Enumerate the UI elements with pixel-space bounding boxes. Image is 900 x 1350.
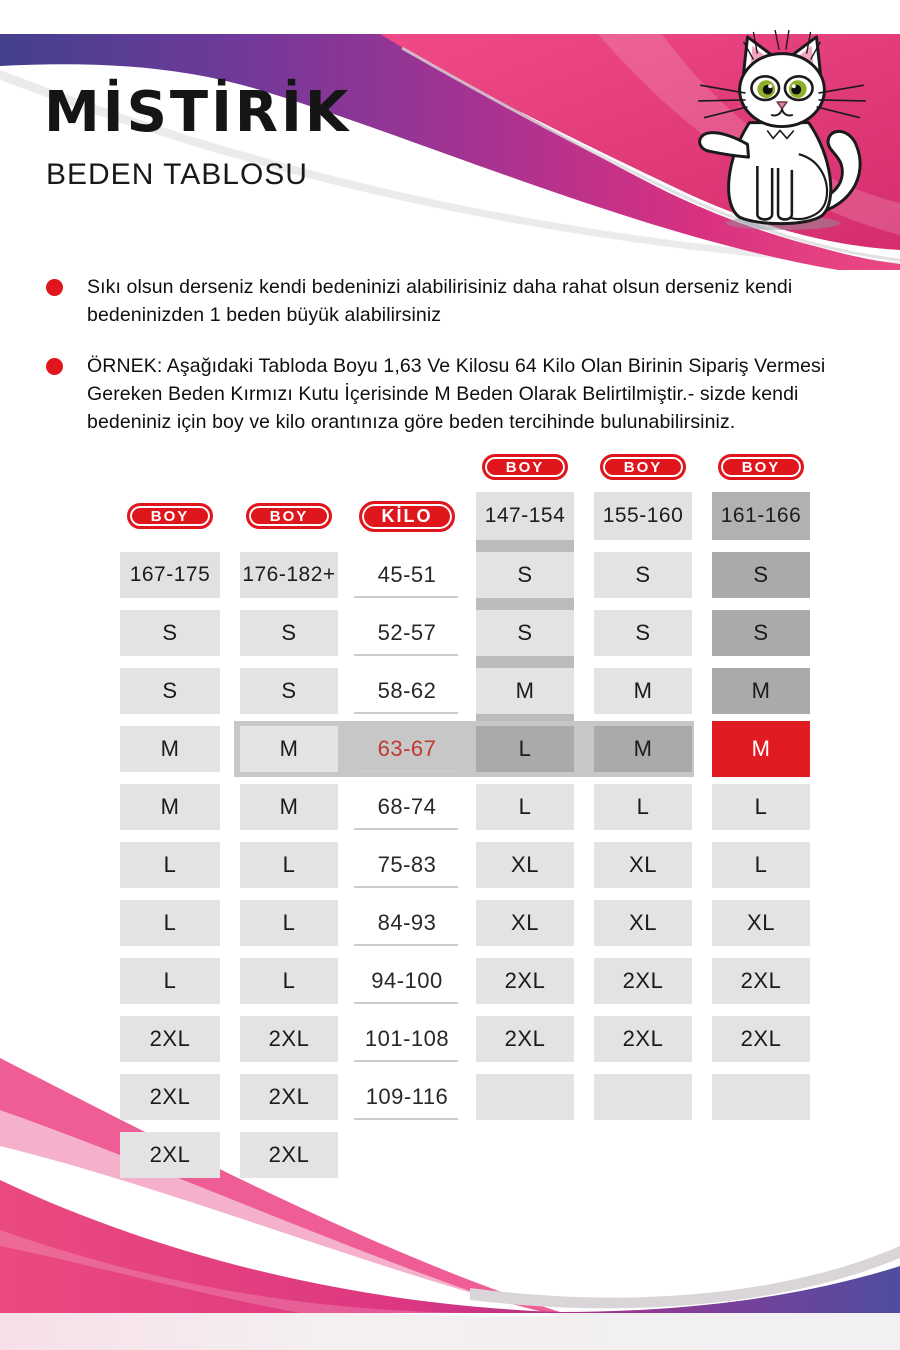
column-header-cell: 167-175 [120, 552, 220, 598]
size-cell: L [240, 900, 338, 946]
size-cell: 2XL [120, 1132, 220, 1178]
row-label: 84-93 [358, 900, 456, 946]
size-table [120, 454, 810, 1178]
size-cell: 2XL [712, 958, 810, 1004]
size-cell: 2XL [712, 1016, 810, 1062]
size-cell: M [240, 784, 338, 830]
size-cell: M [120, 784, 220, 830]
row-label: 94-100 [358, 958, 456, 1004]
size-cell: 2XL [594, 958, 692, 1004]
size-cell: S [476, 552, 574, 598]
size-cell: S [476, 610, 574, 656]
size-cell: L [240, 958, 338, 1004]
row-label: 109-116 [358, 1074, 456, 1120]
size-cell: XL [476, 842, 574, 888]
bullet-dot-icon [46, 358, 63, 375]
note-text: Sıkı olsun derseniz kendi bedeninizi alabilirisiniz daha rahat olsun derseniz kendi bedeninizden 1 beden büyük alabilirsiniz [87, 276, 793, 326]
size-cell: S [594, 610, 692, 656]
kilo-badge: KİLO [359, 501, 455, 532]
size-cell: 2XL [120, 1074, 220, 1120]
size-cell: S [712, 552, 810, 598]
size-cell: L [120, 842, 220, 888]
size-cell: M [240, 726, 338, 772]
row-label: 101-108 [358, 1016, 456, 1062]
notes-list [46, 274, 862, 460]
size-cell: 2XL [476, 1016, 574, 1062]
boy-badge: BOY [482, 454, 568, 480]
size-cell: S [240, 610, 338, 656]
size-cell: L [712, 784, 810, 830]
highlighted-size-cell: M [712, 721, 810, 777]
brand-title: MİSTİRİK [44, 80, 352, 145]
size-cell: 2XL [240, 1074, 338, 1120]
boy-badge: BOY [718, 454, 804, 480]
note-item [46, 353, 862, 436]
brand-block [44, 82, 351, 190]
column-header-cell: 155-160 [594, 492, 692, 540]
note-text: ÖRNEK: Aşağıdaki Tabloda Boyu 1,63 Ve Kilosu 64 Kilo Olan Birinin Sipariş Vermesi Gereken Beden Kırmızı Kutu İçerisinde M Beden Olarak Belirtilmiştir.- sizde kendi bedeniniz için boy ve kilo orantınıza göre beden tercihinde bulunabilirsiniz. [87, 355, 826, 433]
size-cell: M [594, 668, 692, 714]
column-header-cell-highlighted: 161-166 [712, 492, 810, 540]
page-title: BEDEN TABLOSU [46, 157, 308, 191]
size-cell: S [120, 668, 220, 714]
size-cell: 2XL [476, 958, 574, 1004]
boy-badge: BOY [127, 503, 213, 529]
size-cell: XL [594, 900, 692, 946]
size-cell: S [240, 668, 338, 714]
size-cell [594, 1074, 692, 1120]
size-cell: XL [712, 900, 810, 946]
row-label: 52-57 [358, 610, 456, 656]
row-label: 75-83 [358, 842, 456, 888]
row-label: 58-62 [358, 668, 456, 714]
size-cell: S [594, 552, 692, 598]
row-label: 63-67 [358, 726, 456, 772]
size-cell: S [120, 610, 220, 656]
size-cell: M [476, 668, 574, 714]
column-header-cell: 176-182+ [240, 552, 338, 598]
size-cell: S [712, 610, 810, 656]
size-cell: M [712, 668, 810, 714]
size-cell: 2XL [594, 1016, 692, 1062]
size-cell [712, 1074, 810, 1120]
size-cell: L [712, 842, 810, 888]
column-header-cell: 147-154 [476, 492, 574, 540]
size-cell: L [240, 842, 338, 888]
size-cell: 2XL [240, 1016, 338, 1062]
size-cell [476, 1074, 574, 1120]
size-cell: 2XL [120, 1016, 220, 1062]
row-label: 68-74 [358, 784, 456, 830]
cat-mascot-illustration [686, 30, 878, 232]
boy-badge: BOY [600, 454, 686, 480]
size-cell: L [120, 958, 220, 1004]
size-cell: L [594, 784, 692, 830]
size-cell: XL [594, 842, 692, 888]
bullet-dot-icon [46, 279, 63, 296]
size-cell: L [476, 784, 574, 830]
note-item [46, 274, 862, 329]
size-cell: M [594, 726, 692, 772]
size-cell: L [476, 726, 574, 772]
size-cell: 2XL [240, 1132, 338, 1178]
size-cell: M [120, 726, 220, 772]
size-cell: XL [476, 900, 574, 946]
size-cell: L [120, 900, 220, 946]
boy-badge: BOY [246, 503, 332, 529]
row-label: 45-51 [358, 552, 456, 598]
